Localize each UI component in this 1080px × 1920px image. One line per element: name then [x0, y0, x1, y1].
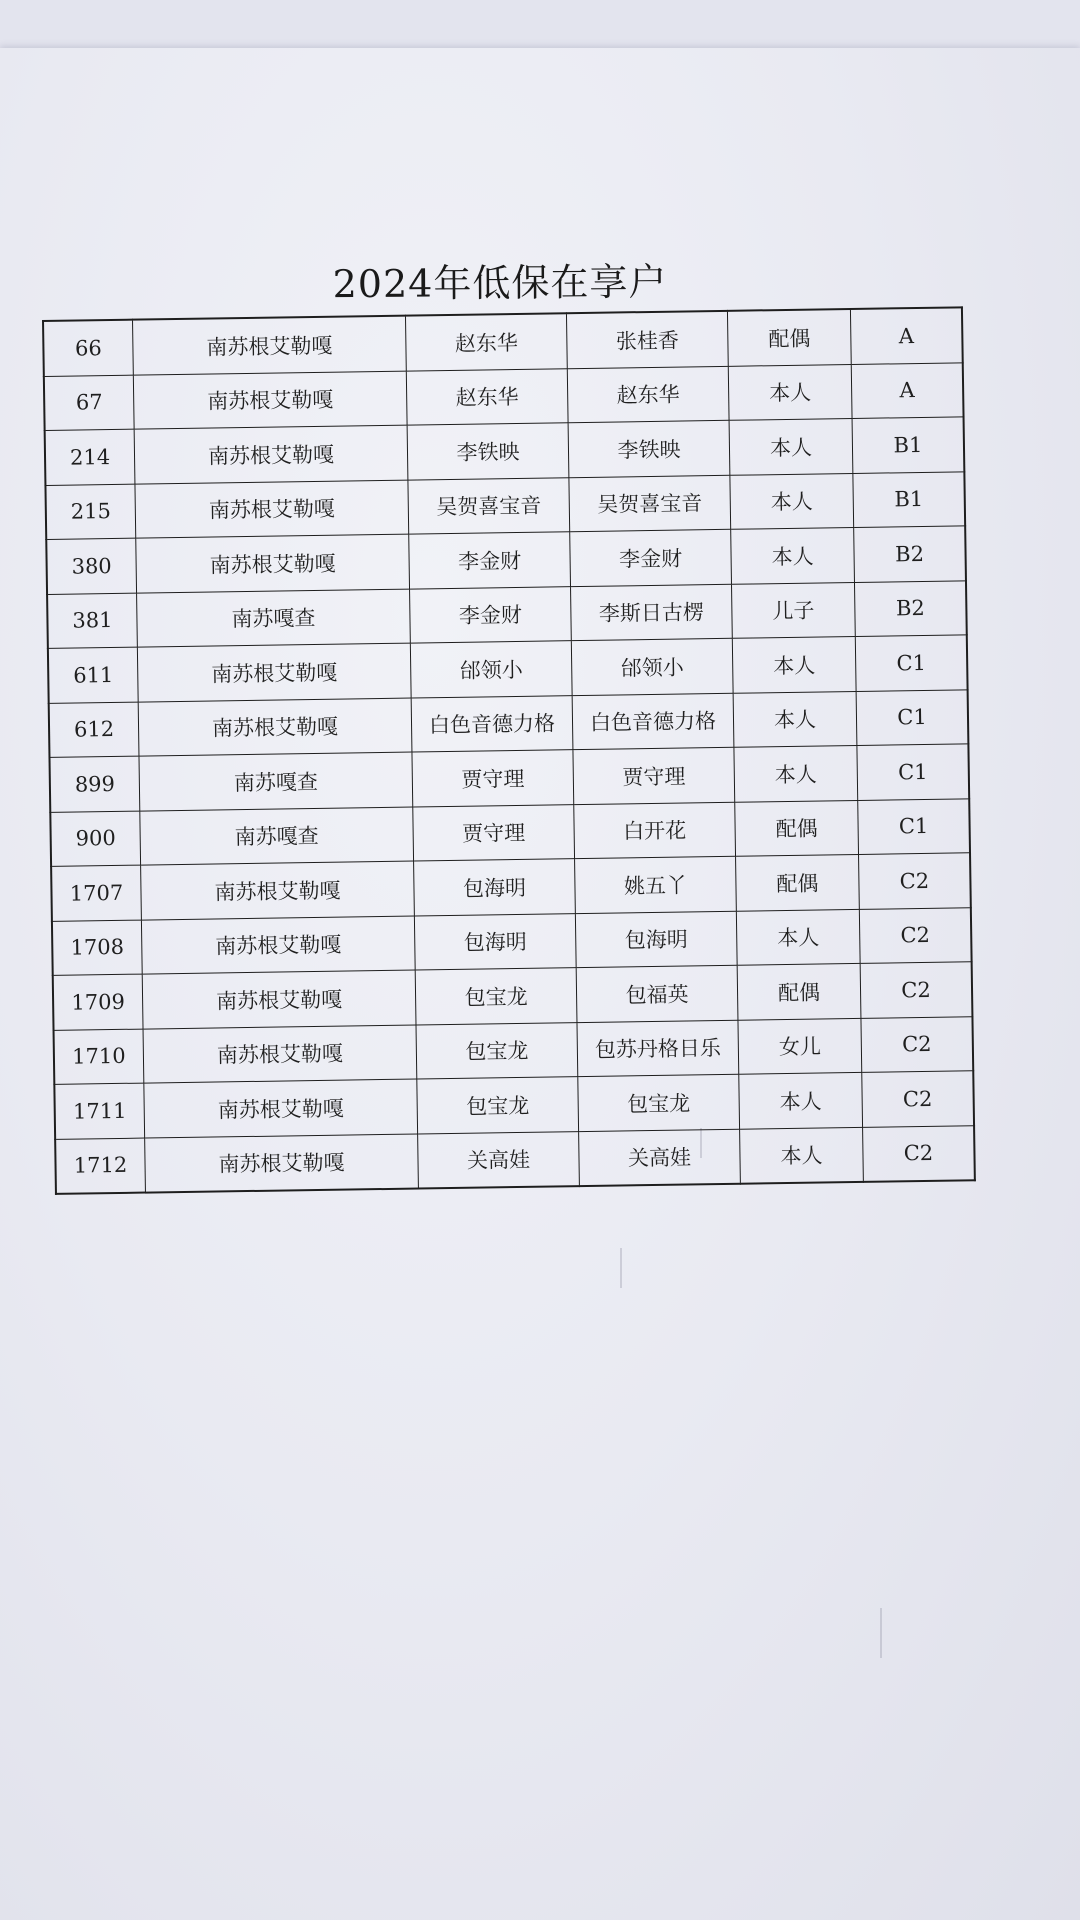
household-head-cell: 李铁映 — [407, 423, 569, 480]
category-cell: C2 — [860, 962, 972, 1018]
record-number-cell: 215 — [45, 484, 135, 540]
record-number-cell: 1710 — [54, 1029, 144, 1085]
record-number-cell: 1708 — [52, 920, 142, 976]
village-cell: 南苏根艾勒嘎 — [142, 970, 416, 1029]
category-cell: B2 — [854, 526, 966, 582]
household-head-cell: 关高娃 — [418, 1131, 580, 1188]
village-cell: 南苏嘎查 — [137, 589, 411, 648]
member-name-cell: 包海明 — [575, 911, 737, 968]
household-head-cell: 包宝龙 — [417, 1077, 579, 1134]
record-number-cell: 1711 — [54, 1083, 144, 1139]
member-name-cell: 吴贺喜宝音 — [569, 475, 731, 532]
category-cell: B1 — [853, 471, 965, 527]
recipient-table — [42, 306, 976, 1195]
record-number-cell: 900 — [50, 811, 140, 867]
village-cell: 南苏根艾勒嘎 — [134, 425, 408, 484]
record-number-cell: 899 — [49, 756, 139, 812]
record-number-cell: 1709 — [53, 974, 143, 1030]
relation-cell: 配偶 — [735, 800, 859, 856]
household-head-cell: 包宝龙 — [415, 968, 577, 1025]
village-cell: 南苏根艾勒嘎 — [138, 698, 412, 757]
scan-mark — [620, 1248, 622, 1288]
relation-cell: 本人 — [739, 1072, 863, 1128]
household-head-cell: 包宝龙 — [416, 1022, 578, 1079]
category-cell: C1 — [856, 689, 968, 745]
household-head-cell: 邰领小 — [410, 641, 572, 698]
document-title: 2024年低保在享户 — [332, 259, 668, 307]
category-cell: C2 — [861, 1016, 973, 1072]
category-cell: C1 — [855, 635, 967, 691]
record-number-cell: 380 — [46, 538, 136, 594]
village-cell: 南苏根艾勒嘎 — [145, 1134, 419, 1193]
relation-cell: 配偶 — [727, 309, 851, 366]
category-cell: C1 — [858, 798, 970, 854]
household-head-cell: 贾守理 — [412, 750, 574, 807]
household-head-cell: 贾守理 — [413, 804, 575, 861]
member-name-cell: 李铁映 — [568, 420, 730, 477]
relation-cell: 本人 — [734, 745, 858, 801]
member-name-cell: 贾守理 — [573, 747, 735, 804]
category-cell: A — [850, 307, 962, 364]
record-number-cell: 612 — [49, 702, 139, 758]
relation-cell: 本人 — [740, 1127, 864, 1184]
relation-cell: 配偶 — [737, 963, 861, 1019]
member-name-cell: 张桂香 — [566, 311, 728, 368]
record-number-cell: 66 — [43, 320, 133, 376]
relation-cell: 本人 — [728, 364, 852, 420]
record-number-cell: 1707 — [51, 865, 141, 921]
member-name-cell: 包宝龙 — [578, 1074, 740, 1131]
record-number-cell: 1712 — [55, 1138, 145, 1194]
member-name-cell: 包福英 — [576, 965, 738, 1022]
relation-cell: 本人 — [731, 527, 855, 583]
table-body — [43, 307, 975, 1194]
relation-cell: 配偶 — [736, 854, 860, 910]
village-cell: 南苏根艾勒嘎 — [136, 534, 410, 593]
scan-mark — [880, 1608, 882, 1658]
relation-cell: 儿子 — [731, 582, 855, 638]
member-name-cell: 白色音德力格 — [572, 693, 734, 750]
relation-cell: 本人 — [733, 691, 857, 747]
relation-cell: 女儿 — [738, 1018, 862, 1074]
household-head-cell: 包海明 — [414, 859, 576, 916]
category-cell: A — [851, 362, 963, 418]
village-cell: 南苏根艾勒嘎 — [137, 643, 411, 702]
record-number-cell: 611 — [48, 647, 138, 703]
relation-cell: 本人 — [732, 636, 856, 692]
household-head-cell: 赵东华 — [405, 313, 567, 370]
village-cell: 南苏根艾勒嘎 — [144, 1079, 418, 1138]
village-cell: 南苏根艾勒嘎 — [133, 316, 407, 375]
household-head-cell: 吴贺喜宝音 — [408, 477, 570, 534]
relation-cell: 本人 — [729, 418, 853, 474]
member-name-cell: 赵东华 — [567, 366, 729, 423]
household-head-cell: 白色音德力格 — [411, 695, 573, 752]
household-head-cell: 包海明 — [414, 913, 576, 970]
record-number-cell: 381 — [47, 593, 137, 649]
village-cell: 南苏根艾勒嘎 — [141, 861, 415, 920]
category-cell: B2 — [854, 580, 966, 636]
village-cell: 南苏根艾勒嘎 — [135, 480, 409, 539]
table-container — [42, 306, 976, 1195]
category-cell: B1 — [852, 417, 964, 473]
member-name-cell: 包苏丹格日乐 — [577, 1020, 739, 1077]
relation-cell: 本人 — [730, 473, 854, 529]
member-name-cell: 邰领小 — [571, 638, 733, 695]
category-cell: C2 — [862, 1071, 974, 1127]
village-cell: 南苏嘎查 — [139, 752, 413, 811]
category-cell: C2 — [859, 853, 971, 909]
village-cell: 南苏嘎查 — [140, 807, 414, 866]
member-name-cell: 白开花 — [574, 802, 736, 859]
member-name-cell: 姚五丫 — [575, 856, 737, 913]
member-name-cell: 李金财 — [570, 529, 732, 586]
member-name-cell: 李斯日古楞 — [571, 584, 733, 641]
category-cell: C2 — [859, 907, 971, 963]
relation-cell: 本人 — [736, 909, 860, 965]
village-cell: 南苏根艾勒嘎 — [141, 916, 415, 975]
household-head-cell: 赵东华 — [406, 368, 568, 425]
category-cell: C1 — [857, 744, 969, 800]
household-head-cell: 李金财 — [409, 532, 571, 589]
village-cell: 南苏根艾勒嘎 — [133, 371, 407, 430]
member-name-cell: 关高娃 — [579, 1129, 741, 1186]
category-cell: C2 — [863, 1125, 975, 1182]
record-number-cell: 67 — [44, 375, 134, 431]
village-cell: 南苏根艾勒嘎 — [143, 1025, 417, 1084]
household-head-cell: 李金财 — [410, 586, 572, 643]
record-number-cell: 214 — [45, 429, 135, 485]
